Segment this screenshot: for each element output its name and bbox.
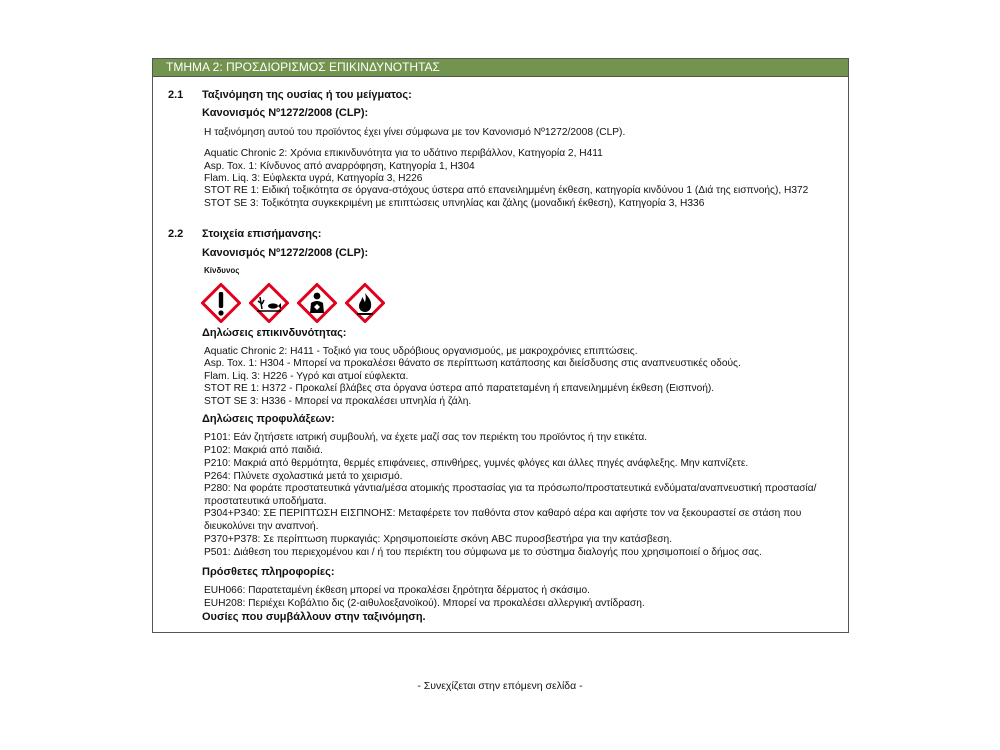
precautionary-statement: P264: Πλύνετε σχολαστικά μετά το χειρισμό. — [204, 471, 403, 482]
hazard-statement: Flam. Liq. 3: H226 - Υγρό και ατμοί εύφλεκτα. — [204, 371, 409, 382]
environment-icon — [249, 283, 289, 323]
hazard-statement: Asp. Tox. 1: H304 - Μπορεί να προκαλέσει θάνατο σε περίπτωση κατάποσης και διείσδυσης στις αναπνευστικές οδούς. — [204, 358, 741, 369]
health-hazard-icon — [297, 283, 337, 323]
regulation-heading-2-1: Κανονισμός Nº1272/2008 (CLP): — [202, 107, 369, 119]
hazard-statement: STOT SE 3: H336 - Μπορεί να προκαλέσει υπνηλία ή ζάλη. — [204, 396, 472, 407]
ghs-pictograms — [201, 283, 385, 323]
precautionary-statements-title: Δηλώσεις προφυλάξεων: — [202, 413, 335, 425]
classification-item: Aquatic Chronic 2: Χρόνια επικινδυνότητα για το υδάτινο περιβάλλον, Κατηγορία 2, H411 — [204, 148, 603, 159]
classification-item: STOT SE 3: Τοξικότητα συγκεκριμένη με επιπτώσεις υπνηλίας και ζάλης (μοναδική έκθεση), Κατηγορία 3, H336 — [204, 198, 705, 209]
precautionary-statement: P370+P378: Σε περίπτωση πυρκαγιάς: Χρησιμοποιείστε σκόνη ABC πυροσβεστήρα για την κατάσβεση. — [204, 534, 673, 545]
flame-icon — [345, 283, 385, 323]
additional-info-title: Πρόσθετες πληροφορίες: — [202, 566, 335, 578]
classification-item: Flam. Liq. 3: Εύφλεκτα υγρά, Κατηγορία 3, H226 — [204, 173, 423, 184]
hazard-statements-title: Δηλώσεις επικινδυνότητας: — [202, 327, 347, 339]
classification-item: Asp. Tox. 1: Κίνδυνος από αναρρόφηση, Κατηγορία 1, H304 — [204, 161, 475, 172]
precautionary-statement: P304+P340: ΣΕ ΠΕΡΙΠΤΩΣΗ ΕΙΣΠΝΟΗΣ: Μεταφέρετε τον παθόντα στον καθαρό αέρα και αφήστε τον να ξεκουραστεί σε στάση που διευκολύνει την αναπνοή. — [204, 508, 802, 532]
section-2-frame — [152, 58, 849, 633]
regulation-heading-2-2: Κανονισμός Nº1272/2008 (CLP): — [202, 247, 369, 259]
page-continuation-footer: - Συνεχίζεται στην επόμενη σελίδα - — [417, 680, 583, 692]
precautionary-statement: P101: Εάν ζητήσετε ιατρική συμβουλή, να έχετε μαζί σας τον περιέκτη του προϊόντος ή την ετικέτα. — [204, 432, 648, 443]
additional-info-item: EUH208: Περιέχει Κοβάλτιο δις (2-αιθυλοεξανοϊκού). Μπορεί να προκαλέσει αλλεργική αντίδραση. — [204, 598, 645, 609]
subsection-title-2-2: Στοιχεία επισήμανσης: — [202, 228, 322, 240]
subsection-title-2-1: Ταξινόμηση της ουσίας ή του μείγματος: — [202, 89, 412, 101]
precautionary-statement: P102: Μακριά από παιδιά. — [204, 445, 323, 456]
additional-info-item: EUH066: Παρατεταμένη έκθεση μπορεί να προκαλέσει ξηρότητα δέρματος ή σκάσιμο. — [204, 585, 590, 596]
contributing-substances-title: Ουσίες που συμβάλλουν στην ταξινόμηση. — [202, 611, 426, 623]
signal-word: Κίνδυνος — [204, 266, 240, 275]
section-header: ΤΜΗΜΑ 2: ΠΡΟΣΔΙΟΡΙΣΜΟΣ ΕΠΙΚΙΝΔΥΝΟΤΗΤΑΣ — [153, 59, 848, 77]
hazard-statement: Aquatic Chronic 2: H411 - Τοξικό για τους υδρόβιους οργανισμούς, με μακροχρόνιες επιπτώσεις. — [204, 346, 638, 357]
precautionary-statement: P280: Να φοράτε προστατευτικά γάντια/μέσα ατομικής προστασίας για τα πρόσωπο/προστατευτικά ενδύματα/αναπνευστική προστασία/προστατευτικά υποδήματα. — [204, 483, 817, 507]
precautionary-statement: P501: Διάθεση του περιεχομένου και / ή του περιέκτη του σύμφωνα με το σύστημα διαλογής που χρησιμοποιεί ο δήμος σας. — [204, 547, 762, 558]
classification-item: STOT RE 1: Ειδική τοξικότητα σε όργανα-στόχους ύστερα από επανειλημμένη έκθεση, κατηγορία κινδύνου 1 (Διά της εισπνοής), H372 — [204, 185, 809, 196]
subsection-number-2-2: 2.2 — [168, 228, 184, 240]
subsection-number-2-1: 2.1 — [168, 89, 184, 101]
classification-intro: Η ταξινόμηση αυτού του προϊόντος έχει γίνει σύμφωνα με τον Κανονισμό Nº1272/2008 (CLP). — [204, 127, 626, 138]
exclamation-mark-icon — [201, 283, 241, 323]
precautionary-statement: P210: Μακριά από θερμότητα, θερμές επιφάνειες, σπινθήρες, γυμνές φλόγες και άλλες πηγές ανάφλεξης. Μην καπνίζετε. — [204, 458, 749, 469]
hazard-statement: STOT RE 1: H372 - Προκαλεί βλάβες στα όργανα ύστερα από παρατεταμένη ή επανειλημμένη έκθεση (Εισπνοή). — [204, 383, 715, 394]
